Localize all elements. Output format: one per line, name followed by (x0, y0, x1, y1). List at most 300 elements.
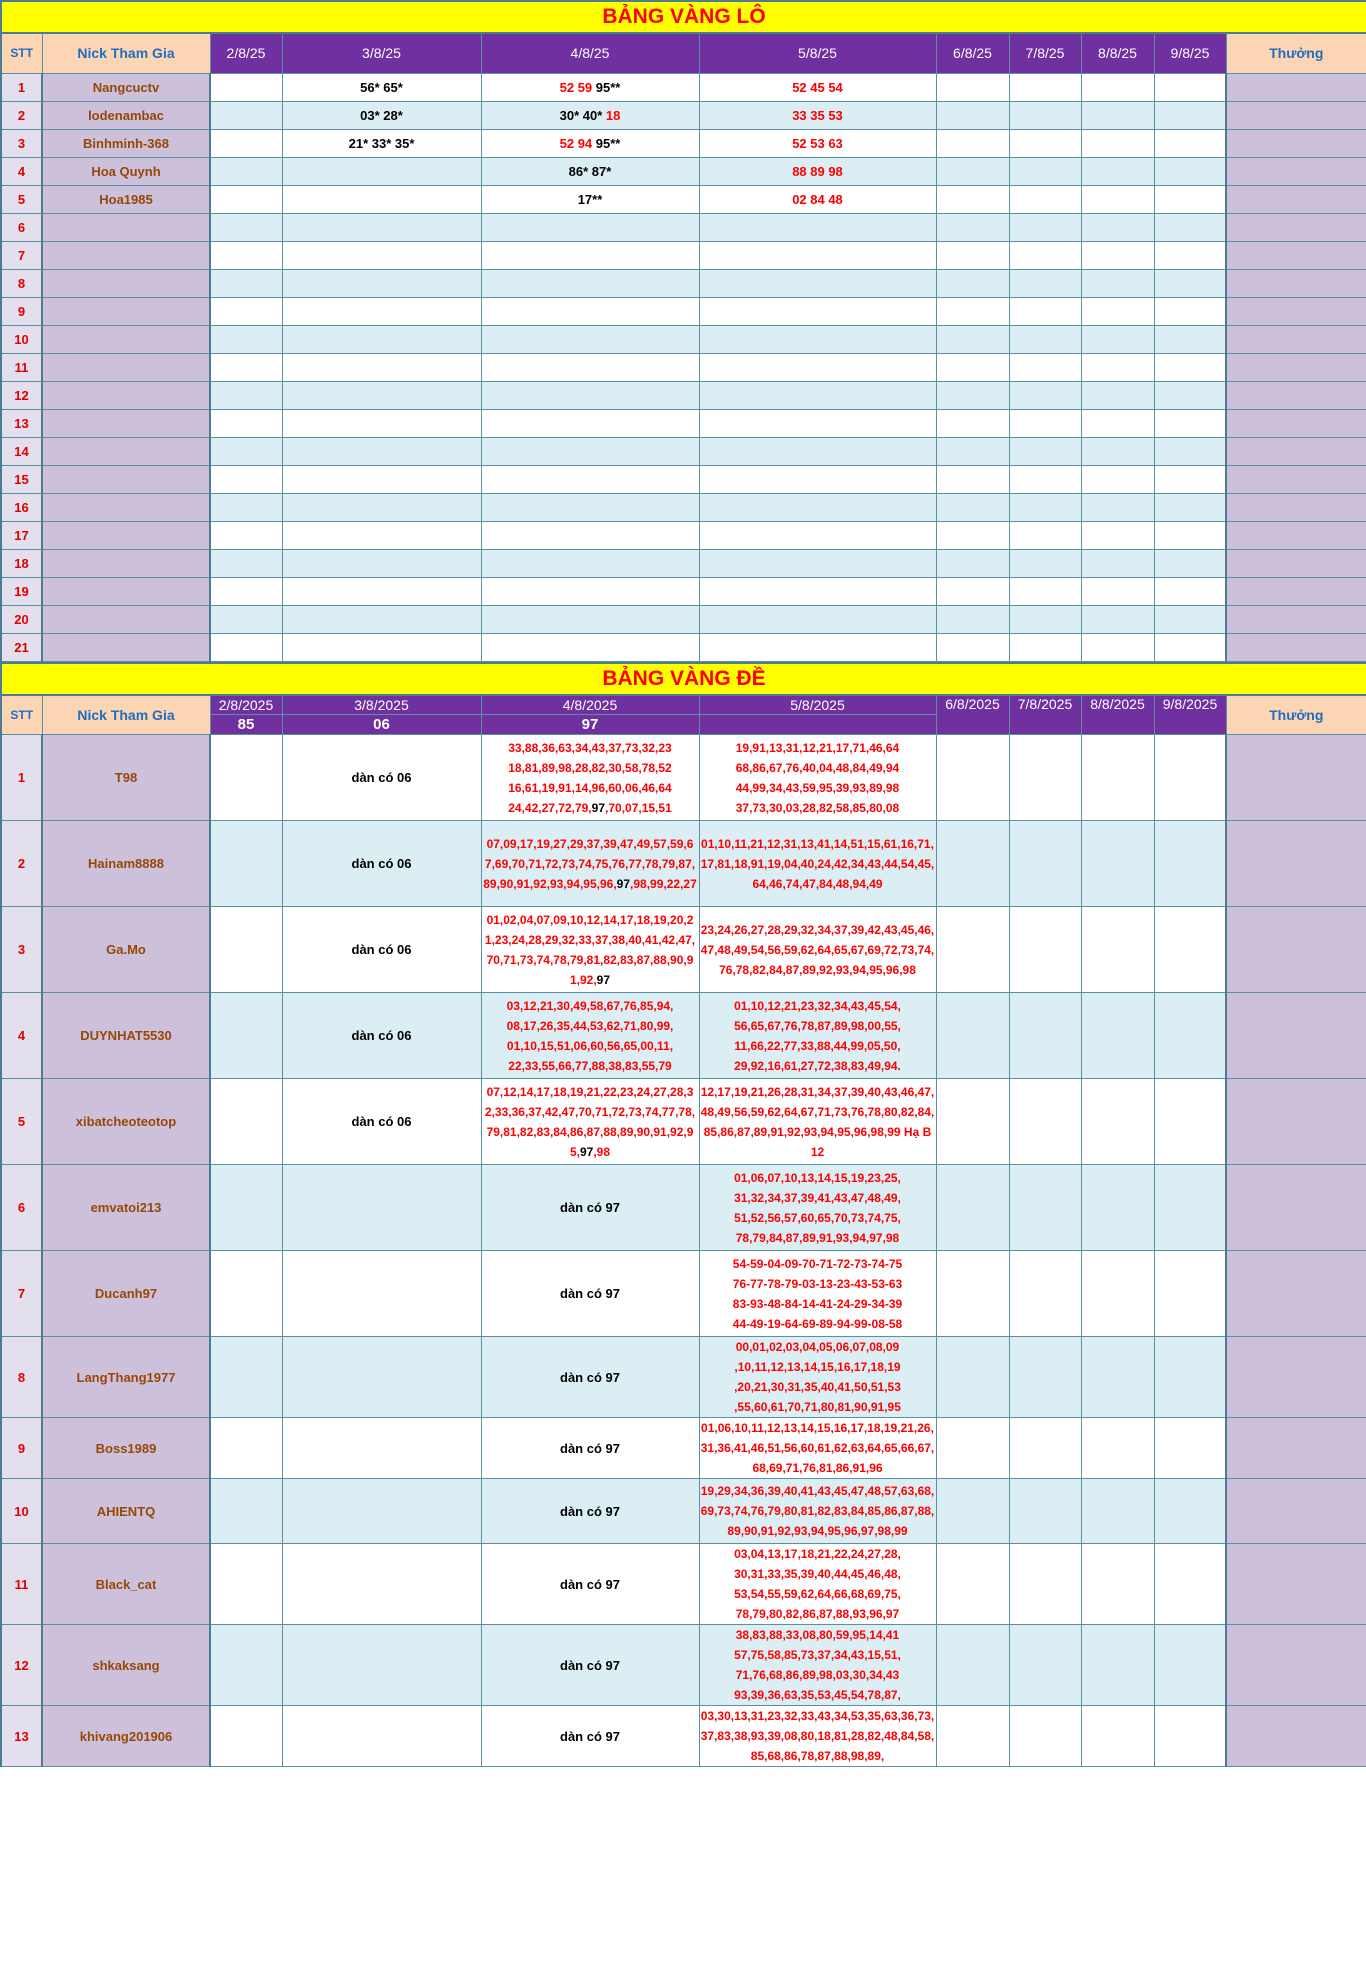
cell-empty (1081, 577, 1154, 605)
cell-empty (1154, 1251, 1226, 1337)
cell-empty (210, 1706, 282, 1767)
lo-black-numbers: 17** (577, 191, 603, 207)
cell-thuong (1226, 1079, 1366, 1165)
row-nick: lodenambac (42, 101, 210, 129)
cell-empty (1009, 1479, 1081, 1544)
cell-de-4-8 (481, 735, 699, 821)
cell-de-4-8: dàn có 97 (481, 1418, 699, 1479)
cell-empty (936, 73, 1009, 101)
cell-thuong (1226, 381, 1366, 409)
row-stt: 11 (1, 1544, 42, 1625)
row-stt: 3 (1, 129, 42, 157)
cell-empty (210, 1079, 282, 1165)
row-nick: DUYNHAT5530 (42, 993, 210, 1079)
header-date: 8/8/25 (1081, 33, 1154, 73)
cell-empty (1154, 353, 1226, 381)
header-date: 7/8/2025 (1009, 695, 1081, 735)
lo-black-numbers: 86* 87* (568, 163, 612, 179)
cell-lo-4-8 (481, 73, 699, 101)
cell-lo-3-8 (282, 325, 481, 353)
cell-lo-3-8: 21* 33* 35* (282, 129, 481, 157)
cell-empty (210, 1544, 282, 1625)
row-stt: 9 (1, 297, 42, 325)
cell-de-3-8 (282, 1251, 481, 1337)
cell-lo-5-8 (699, 241, 936, 269)
table-row (1, 213, 1366, 241)
header-date: 3/8/25 (282, 33, 481, 73)
cell-thuong (1226, 1251, 1366, 1337)
cell-empty (1154, 1544, 1226, 1625)
cell-empty (936, 521, 1009, 549)
table-row (1, 101, 1366, 129)
cell-empty (1009, 1706, 1081, 1767)
de-hit-number: 97 (596, 972, 611, 987)
cell-thuong (1226, 409, 1366, 437)
cell-empty (1081, 993, 1154, 1079)
cell-de-5-8: 19,91,13,31,12,21,17,71,46,64 68,86,67,76,40,04,48,84,49,94 44,99,34,43,59,95,39,93,89,98 37,73,30,03,28,82,58,85,80,08 (699, 735, 936, 821)
row-nick: khivang201906 (42, 1706, 210, 1767)
row-stt: 2 (1, 101, 42, 129)
header-date: 2/8/2025 (210, 695, 282, 715)
cell-lo-3-8 (282, 465, 481, 493)
table-row (1, 821, 1366, 907)
cell-thuong (1226, 297, 1366, 325)
row-nick (42, 465, 210, 493)
cell-lo-5-8 (699, 325, 936, 353)
cell-lo-5-8: 33 35 53 (699, 101, 936, 129)
header-thuong: Thưởng (1226, 33, 1366, 73)
table-row (1, 129, 1366, 157)
cell-lo-3-8 (282, 605, 481, 633)
cell-de-3-8: dàn có 06 (282, 907, 481, 993)
row-stt: 14 (1, 437, 42, 465)
cell-empty (210, 157, 282, 185)
row-nick: shkaksang (42, 1625, 210, 1706)
cell-empty (210, 465, 282, 493)
row-nick: Hoa Quynh (42, 157, 210, 185)
row-stt: 9 (1, 1418, 42, 1479)
cell-empty (1154, 129, 1226, 157)
row-nick (42, 381, 210, 409)
cell-lo-5-8 (699, 213, 936, 241)
cell-empty (1009, 549, 1081, 577)
cell-empty (1009, 465, 1081, 493)
result-value: 85 (210, 715, 282, 735)
row-stt: 4 (1, 993, 42, 1079)
cell-lo-3-8 (282, 157, 481, 185)
cell-empty (1154, 577, 1226, 605)
cell-empty (936, 605, 1009, 633)
row-nick: Ga.Mo (42, 907, 210, 993)
table-row (1, 1165, 1366, 1251)
cell-thuong (1226, 353, 1366, 381)
cell-empty (1081, 1418, 1154, 1479)
cell-empty (1154, 1418, 1226, 1479)
cell-empty (1154, 907, 1226, 993)
cell-de-4-8: dàn có 97 (481, 1625, 699, 1706)
de-numbers: ,70,07,15,51 (605, 800, 672, 815)
table-row (1, 325, 1366, 353)
cell-de-5-8: 01,06,07,10,13,14,15,19,23,25, 31,32,34,37,39,41,43,47,48,49, 51,52,56,57,60,65,70,73,74,75, 78,79,84,87,89,91,93,94,97,98 (699, 1165, 936, 1251)
cell-empty (1081, 493, 1154, 521)
cell-de-4-8: dàn có 97 (481, 1337, 699, 1418)
cell-empty (1009, 409, 1081, 437)
cell-lo-3-8 (282, 521, 481, 549)
cell-empty (1009, 993, 1081, 1079)
cell-lo-5-8 (699, 633, 936, 661)
cell-empty (1009, 633, 1081, 661)
cell-empty (1009, 157, 1081, 185)
cell-empty (210, 101, 282, 129)
cell-empty (936, 493, 1009, 521)
cell-lo-4-8 (481, 325, 699, 353)
cell-empty (210, 735, 282, 821)
cell-empty (210, 577, 282, 605)
cell-empty (936, 185, 1009, 213)
cell-lo-5-8: 02 84 48 (699, 185, 936, 213)
cell-empty (1081, 73, 1154, 101)
cell-empty (1081, 1544, 1154, 1625)
cell-lo-4-8 (481, 633, 699, 661)
cell-empty (210, 73, 282, 101)
header-date: 6/8/25 (936, 33, 1009, 73)
cell-de-3-8 (282, 1418, 481, 1479)
cell-empty (1154, 157, 1226, 185)
cell-empty (210, 437, 282, 465)
table-row (1, 465, 1366, 493)
cell-thuong (1226, 1418, 1366, 1479)
cell-lo-3-8 (282, 633, 481, 661)
cell-empty (1009, 353, 1081, 381)
cell-empty (210, 993, 282, 1079)
cell-de-3-8 (282, 1544, 481, 1625)
cell-thuong (1226, 633, 1366, 661)
row-stt: 16 (1, 493, 42, 521)
cell-de-5-8: 03,30,13,31,23,32,33,43,34,53,35,63,36,73,37,83,38,93,39,08,80,18,81,28,82,48,84,58,85,68,86,78,87,88,98,89, (699, 1706, 936, 1767)
row-stt: 11 (1, 353, 42, 381)
row-nick (42, 269, 210, 297)
cell-empty (1009, 1165, 1081, 1251)
row-nick (42, 297, 210, 325)
cell-empty (1081, 549, 1154, 577)
cell-empty (1009, 241, 1081, 269)
row-nick (42, 577, 210, 605)
cell-lo-4-8 (481, 493, 699, 521)
cell-lo-3-8: 03* 28* (282, 101, 481, 129)
cell-empty (1081, 465, 1154, 493)
cell-de-5-8: 19,29,34,36,39,40,41,43,45,47,48,57,63,68,69,73,74,76,79,80,81,82,83,84,85,86,87,88,89,90,91,92,93,94,95,96,97,98,99 (699, 1479, 936, 1544)
cell-thuong (1226, 821, 1366, 907)
de-numbers: ,98,99,22,27 (630, 876, 697, 891)
cell-empty (210, 1418, 282, 1479)
cell-lo-4-8 (481, 353, 699, 381)
cell-thuong (1226, 549, 1366, 577)
table-row (1, 1544, 1366, 1625)
cell-empty (210, 493, 282, 521)
cell-lo-3-8 (282, 185, 481, 213)
cell-empty (1081, 353, 1154, 381)
cell-empty (1154, 1079, 1226, 1165)
cell-empty (210, 521, 282, 549)
cell-de-3-8 (282, 1337, 481, 1418)
cell-de-3-8: dàn có 06 (282, 821, 481, 907)
row-nick (42, 409, 210, 437)
cell-empty (1154, 1625, 1226, 1706)
cell-lo-5-8: 88 89 98 (699, 157, 936, 185)
cell-empty (1154, 521, 1226, 549)
cell-empty (936, 129, 1009, 157)
cell-lo-4-8 (481, 157, 699, 185)
cell-thuong (1226, 185, 1366, 213)
cell-thuong (1226, 157, 1366, 185)
cell-empty (1154, 185, 1226, 213)
table-row (1, 993, 1366, 1079)
row-nick (42, 437, 210, 465)
cell-thuong (1226, 465, 1366, 493)
cell-lo-4-8 (481, 381, 699, 409)
cell-empty (1154, 437, 1226, 465)
header-date: 9/8/25 (1154, 33, 1226, 73)
de-hit-number: 97 (591, 800, 606, 815)
cell-de-3-8: dàn có 06 (282, 993, 481, 1079)
table-row (1, 633, 1366, 661)
row-stt: 6 (1, 213, 42, 241)
row-nick: Hoa1985 (42, 185, 210, 213)
table-row (1, 605, 1366, 633)
row-nick: Ducanh97 (42, 1251, 210, 1337)
cell-empty (936, 409, 1009, 437)
table-row (1, 381, 1366, 409)
cell-empty (1154, 325, 1226, 353)
cell-lo-3-8 (282, 409, 481, 437)
cell-empty (936, 297, 1009, 325)
row-stt: 8 (1, 1337, 42, 1418)
cell-de-5-8: 03,04,13,17,18,21,22,24,27,28, 30,31,33,35,39,40,44,45,46,48, 53,54,55,59,62,64,66,68,69,75, 78,79,80,82,86,87,88,93,96,97 (699, 1544, 936, 1625)
cell-empty (936, 577, 1009, 605)
cell-empty (1154, 605, 1226, 633)
bang-vang-lo-table (0, 0, 1366, 662)
row-nick: Hainam8888 (42, 821, 210, 907)
cell-lo-4-8 (481, 437, 699, 465)
header-date: 7/8/25 (1009, 33, 1081, 73)
cell-empty (1081, 101, 1154, 129)
header-date: 4/8/25 (481, 33, 699, 73)
table-row (1, 353, 1366, 381)
cell-empty (1009, 1418, 1081, 1479)
cell-lo-3-8 (282, 297, 481, 325)
row-stt: 5 (1, 185, 42, 213)
cell-de-5-8: 01,06,10,11,12,13,14,15,16,17,18,19,21,26,31,36,41,46,51,56,60,61,62,63,64,65,66,67,68,69,71,76,81,86,91,96 (699, 1418, 936, 1479)
de-numbers: 07,12,14,17,18,19,21,22,23,24,27,28,32,33,36,37,42,47,70,71,72,73,74,77,78,79,81,82,83,84,86,87,88,89,90,91,92,95, (484, 1084, 696, 1159)
cell-lo-5-8 (699, 605, 936, 633)
cell-thuong (1226, 1544, 1366, 1625)
cell-empty (210, 325, 282, 353)
cell-empty (936, 1418, 1009, 1479)
cell-empty (1009, 381, 1081, 409)
header-nick: Nick Tham Gia (42, 695, 210, 735)
de-numbers: 07,09,17,19,27,29,37,39,47,49,57,59,67,69,70,71,72,73,74,75,76,77,78,79,87,89,90,91,92,93,94,95,96, (483, 836, 696, 891)
cell-empty (1009, 577, 1081, 605)
lo-black-numbers: 95** (592, 79, 621, 95)
cell-empty (936, 633, 1009, 661)
header-date: 3/8/2025 (282, 695, 481, 715)
cell-lo-4-8 (481, 213, 699, 241)
cell-lo-3-8: 56* 65* (282, 73, 481, 101)
cell-thuong (1226, 493, 1366, 521)
cell-lo-3-8 (282, 493, 481, 521)
cell-empty (1081, 633, 1154, 661)
row-nick: emvatoi213 (42, 1165, 210, 1251)
cell-empty (1009, 185, 1081, 213)
cell-thuong (1226, 213, 1366, 241)
cell-empty (1154, 269, 1226, 297)
cell-thuong (1226, 907, 1366, 993)
cell-de-5-8: 54-59-04-09-70-71-72-73-74-75 76-77-78-79-03-13-23-43-53-63 83-93-48-84-14-41-24-29-34-39 44-49-19-64-69-89-94-99-08-58 (699, 1251, 936, 1337)
row-nick: LangThang1977 (42, 1337, 210, 1418)
cell-empty (936, 101, 1009, 129)
lo-title: BẢNG VÀNG LÔ (1, 1, 1366, 33)
de-numbers: ,98 (593, 1144, 611, 1159)
cell-thuong (1226, 1165, 1366, 1251)
table-row (1, 157, 1366, 185)
row-stt: 5 (1, 1079, 42, 1165)
cell-empty (1009, 735, 1081, 821)
cell-empty (1009, 1544, 1081, 1625)
cell-empty (1154, 549, 1226, 577)
table-row (1, 1251, 1366, 1337)
cell-empty (1009, 1337, 1081, 1418)
row-nick (42, 213, 210, 241)
cell-de-4-8 (481, 821, 699, 907)
cell-thuong (1226, 101, 1366, 129)
bang-vang-de-table (0, 662, 1366, 1768)
cell-empty (1154, 1706, 1226, 1767)
cell-empty (210, 1165, 282, 1251)
row-nick (42, 493, 210, 521)
cell-lo-5-8 (699, 521, 936, 549)
table-row (1, 577, 1366, 605)
cell-thuong (1226, 993, 1366, 1079)
table-row (1, 1625, 1366, 1706)
row-nick (42, 325, 210, 353)
table-row (1, 1337, 1366, 1418)
cell-empty (936, 241, 1009, 269)
cell-empty (1154, 735, 1226, 821)
de-numbers: 33,88,36,63,34,43,37,73,32,23 18,81,89,98,28,82,30,58,78,52 16,61,19,91,14,96,60,06,46,64 24,42,27,72,79, (508, 740, 672, 815)
cell-empty (1009, 1625, 1081, 1706)
cell-empty (1009, 269, 1081, 297)
cell-empty (1009, 493, 1081, 521)
cell-de-4-8: dàn có 97 (481, 1544, 699, 1625)
table-row (1, 493, 1366, 521)
table-row (1, 521, 1366, 549)
row-stt: 12 (1, 381, 42, 409)
row-stt: 3 (1, 907, 42, 993)
cell-thuong (1226, 241, 1366, 269)
cell-empty (210, 185, 282, 213)
row-stt: 18 (1, 549, 42, 577)
cell-lo-5-8: 52 53 63 (699, 129, 936, 157)
cell-lo-3-8 (282, 213, 481, 241)
table-row (1, 297, 1366, 325)
cell-de-5-8: 12,17,19,21,26,28,31,34,37,39,40,43,46,47,48,49,56,59,62,64,67,71,73,76,78,80,82,84,85,86,87,89,91,92,93,94,95,96,98,99 Hạ B12 (699, 1079, 936, 1165)
cell-empty (936, 1165, 1009, 1251)
cell-de-4-8 (481, 993, 699, 1079)
header-date: 5/8/2025 (699, 695, 936, 715)
cell-de-5-8: 23,24,26,27,28,29,32,34,37,39,42,43,45,46,47,48,49,54,56,59,62,64,65,67,69,72,73,74,76,78,82,84,87,89,92,93,94,95,96,98 (699, 907, 936, 993)
cell-empty (1154, 1337, 1226, 1418)
cell-empty (936, 157, 1009, 185)
cell-thuong (1226, 577, 1366, 605)
cell-empty (1154, 241, 1226, 269)
cell-empty (936, 1544, 1009, 1625)
cell-lo-4-8 (481, 549, 699, 577)
cell-empty (1081, 297, 1154, 325)
cell-empty (1081, 1625, 1154, 1706)
cell-empty (936, 1251, 1009, 1337)
table-row (1, 1479, 1366, 1544)
row-nick: xibatcheoteotop (42, 1079, 210, 1165)
cell-thuong (1226, 735, 1366, 821)
cell-de-4-8 (481, 1079, 699, 1165)
cell-de-3-8 (282, 1479, 481, 1544)
table-row (1, 907, 1366, 993)
cell-empty (210, 907, 282, 993)
table-row (1, 409, 1366, 437)
cell-lo-3-8 (282, 577, 481, 605)
cell-empty (210, 633, 282, 661)
table-row (1, 269, 1366, 297)
cell-empty (210, 1251, 282, 1337)
row-stt: 2 (1, 821, 42, 907)
cell-empty (210, 129, 282, 157)
row-nick: Boss1989 (42, 1418, 210, 1479)
de-hit-number: 97 (579, 1144, 594, 1159)
cell-empty (1081, 185, 1154, 213)
cell-de-4-8: dàn có 97 (481, 1706, 699, 1767)
row-stt: 1 (1, 73, 42, 101)
cell-empty (936, 1625, 1009, 1706)
cell-empty (210, 213, 282, 241)
cell-lo-5-8 (699, 465, 936, 493)
cell-lo-5-8 (699, 353, 936, 381)
cell-empty (210, 381, 282, 409)
cell-empty (1009, 437, 1081, 465)
row-nick: Binhminh-368 (42, 129, 210, 157)
row-nick: Nangcuctv (42, 73, 210, 101)
cell-empty (210, 297, 282, 325)
cell-empty (210, 1625, 282, 1706)
result-value: 06 (282, 715, 481, 735)
header-date: 8/8/2025 (1081, 695, 1154, 735)
cell-empty (1081, 1251, 1154, 1337)
cell-empty (1154, 1165, 1226, 1251)
cell-de-4-8: dàn có 97 (481, 1251, 699, 1337)
cell-lo-4-8 (481, 465, 699, 493)
cell-empty (936, 465, 1009, 493)
cell-empty (936, 549, 1009, 577)
cell-thuong (1226, 269, 1366, 297)
cell-empty (936, 1706, 1009, 1767)
cell-empty (936, 1079, 1009, 1165)
cell-lo-3-8 (282, 269, 481, 297)
cell-thuong (1226, 1479, 1366, 1544)
table-row (1, 1418, 1366, 1479)
cell-lo-4-8 (481, 577, 699, 605)
row-stt: 8 (1, 269, 42, 297)
cell-empty (1154, 633, 1226, 661)
cell-empty (1009, 129, 1081, 157)
